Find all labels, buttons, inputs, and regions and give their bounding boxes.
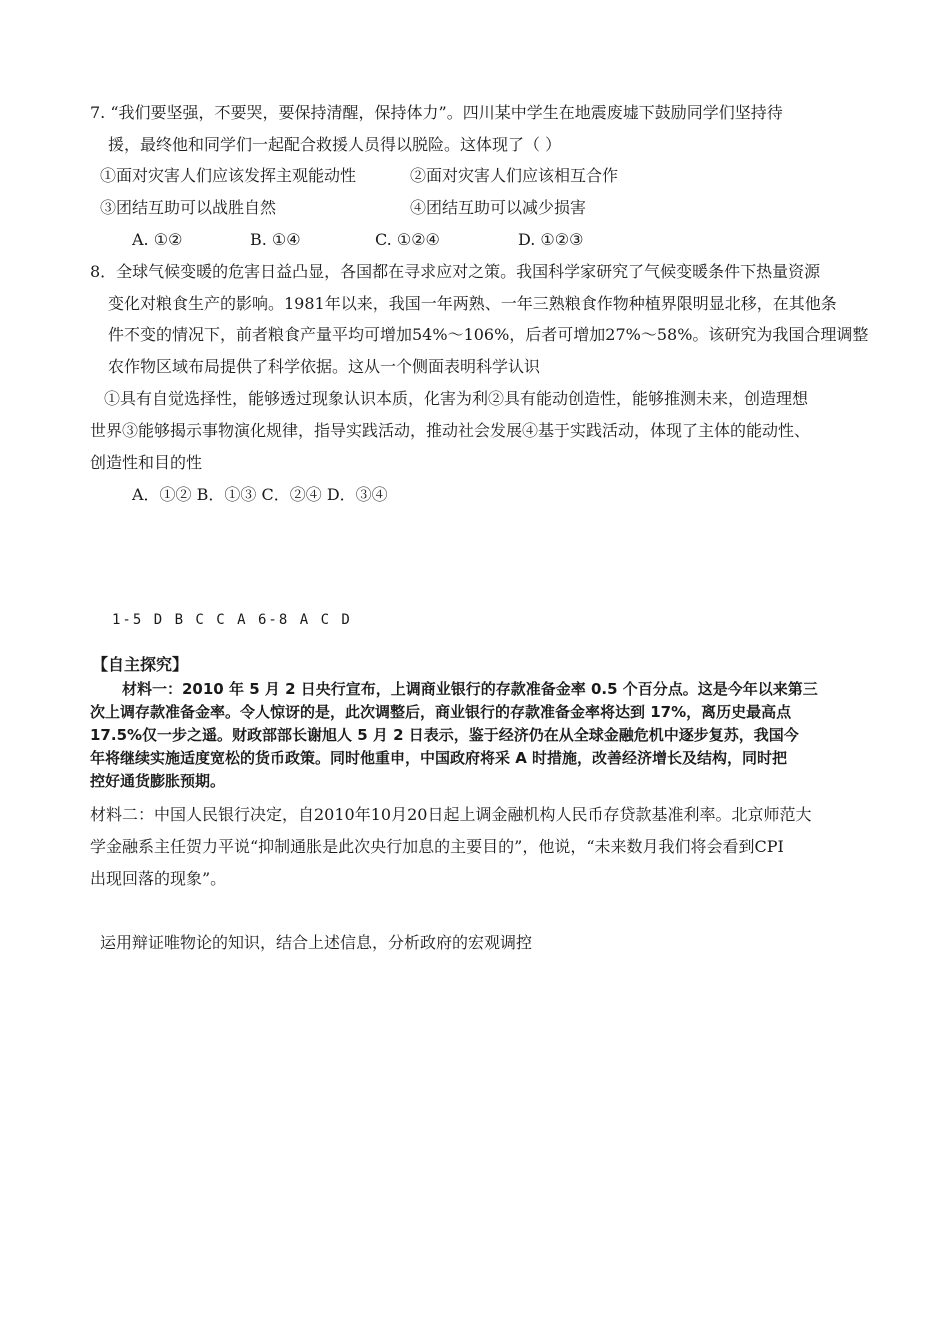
q7-stem-line2: 援，最终他和同学们一起配合救援人员得以脱险。这体现了（ ） xyxy=(108,135,562,154)
section-heading: 【自主探究】 xyxy=(92,655,189,674)
material1-line3: 17.5%仅一步之遥。财政部部长谢旭人 5 月 2 日表示，鉴于经济仍在从全球金融危机中逐步复苏，我国今 xyxy=(90,726,799,744)
q8-options-line2: 世界③能够揭示事物演化规律，指导实践活动，推动社会发展④基于实践活动，体现了主体的能动性、 xyxy=(90,421,811,440)
q7-option-2: ②面对灾害人们应该相互合作 xyxy=(410,166,619,185)
q7-stem-line1: 7. “我们要坚强，不要哭，要保持清醒，保持体力”。四川某中学生在地震废墟下鼓励同学们坚持待 xyxy=(90,103,783,122)
q8-stem-line1: 8．全球气候变暖的危害日益凸显，各国都在寻求应对之策。我国科学家研究了气候变暖条件下热量资源 xyxy=(90,262,821,281)
material1-line5: 控好通货膨胀预期。 xyxy=(90,772,226,790)
q8-options-line3: 创造性和目的性 xyxy=(90,453,203,472)
q8-options-line1: ①具有自觉选择性，能够透过现象认识本质，化害为利②具有能动创造性，能够推测未来，创造理想 xyxy=(104,389,809,408)
q7-option-3: ③团结互助可以战胜自然 xyxy=(100,198,277,217)
q8-stem-line3: 件不变的情况下，前者粮食产量平均可增加54%～106%，后者可增加27%～58%。该研究为我国合理调整 xyxy=(108,325,869,344)
q7-option-1: ①面对灾害人们应该发挥主观能动性 xyxy=(100,166,357,185)
q7-choice-a: A. ①② xyxy=(132,230,183,249)
material1-line4: 年将继续实施适度宽松的货币政策。同时他重申，中国政府将采 A 时措施，改善经济增长及结构，同时把 xyxy=(90,749,788,767)
answer-key: 1-5 D B C C A 6-8 A C D xyxy=(112,612,352,628)
q8-stem-line4: 农作物区域布局提供了科学依据。这从一个侧面表明科学认识 xyxy=(108,357,541,376)
task-prompt: 运用辩证唯物论的知识，结合上述信息，分析政府的宏观调控 xyxy=(100,933,533,952)
q7-choice-b: B. ①④ xyxy=(250,230,301,249)
q8-stem-line2: 变化对粮食生产的影响。1981年以来，我国一年两熟、一年三熟粮食作物种植界限明显北移，在其他条 xyxy=(108,294,837,313)
material1-line2: 次上调存款准备金率。令人惊讶的是，此次调整后，商业银行的存款准备金率将达到 17%，离历史最高点 xyxy=(90,703,792,721)
material2-line2: 学金融系主任贺力平说“抑制通胀是此次央行加息的主要目的”，他说，“未来数月我们将会看到CPI xyxy=(90,837,784,856)
q8-choices: A．①② B．①③ C．②④ D．③④ xyxy=(132,485,388,504)
q7-choice-c: C. ①②④ xyxy=(375,230,440,249)
material1-line1: 材料一：2010 年 5 月 2 日央行宣布，上调商业银行的存款准备金率 0.5 个百分点。这是今年以来第三 xyxy=(122,680,818,698)
material2-line3: 出现回落的现象”。 xyxy=(90,869,227,888)
q7-option-4: ④团结互助可以减少损害 xyxy=(410,198,587,217)
material2-line1: 材料二：中国人民银行决定，自2010年10月20日起上调金融机构人民币存贷款基准利率。北京师范大 xyxy=(90,805,812,824)
q7-choice-d: D. ①②③ xyxy=(518,230,584,249)
